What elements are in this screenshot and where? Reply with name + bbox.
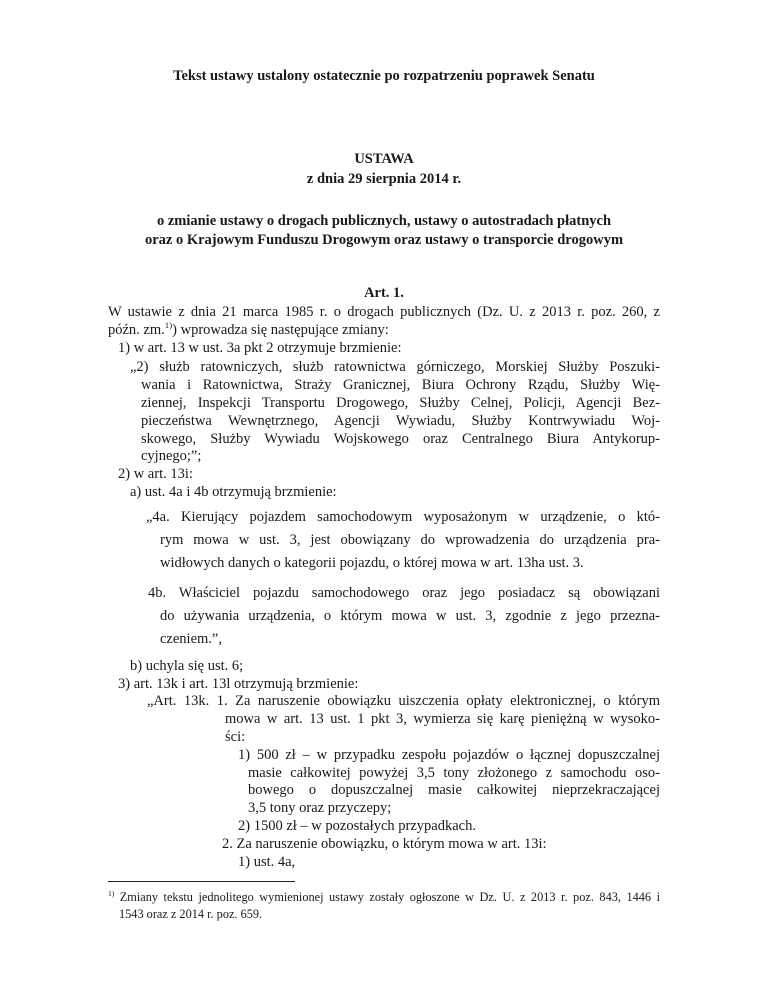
- paragraph-quote2: [108, 359, 660, 466]
- act-subject: [108, 212, 660, 249]
- paragraph-sub: [108, 818, 660, 836]
- text-line: „4a. Kierujący pojazdem samochodowym wyposażonym w urządzenie, o któ-: [146, 508, 660, 525]
- text-line: „Art. 13k. 1. Za naruszenie obowiązku uiszczenia opłaty elektronicznej, o którym: [147, 693, 660, 710]
- text-line: mowa w art. 13 ust. 1 pkt 3, wymierza się karę pieniężną w wysoko-: [225, 711, 660, 728]
- text-segment: późn. zm.: [108, 321, 165, 338]
- paragraph-item1: [108, 340, 660, 358]
- text-segment: ) wprowadza się następujące zmiany:: [172, 321, 389, 338]
- footnote-ref: 1): [164, 319, 173, 330]
- text-line: [108, 889, 660, 906]
- paragraph-item1: [108, 466, 660, 484]
- paragraph-sub: [108, 854, 660, 872]
- text-line: rym mowa w ust. 3, jest obowiązany do wprowadzenia do urządzenia pra-: [160, 531, 660, 548]
- text-line: do używania urządzenia, o którym mowa w ust. 3, zgodnie z jego przezna-: [160, 607, 660, 624]
- act-subject-line: o zmianie ustawy o drogach publicznych, ustawy o autostradach płatnych: [156, 213, 612, 229]
- paragraph-ust2: [108, 836, 660, 854]
- document-header: Tekst ustawy ustalony ostatecznie po rozpatrzeniu poprawek Senatu: [173, 68, 595, 84]
- text-line: 1543 oraz z 2014 r. poz. 659.: [119, 906, 263, 921]
- document-body: [108, 304, 660, 871]
- footnote-separator: [108, 881, 295, 882]
- text-line: masie całkowitej powyżej 3,5 tony złożonego z samochodu oso-: [248, 764, 660, 781]
- paragraph-intro: [108, 304, 660, 340]
- paragraph-sub: [108, 747, 660, 818]
- text-line: a) ust. 4a i 4b otrzymują brzmienie:: [130, 483, 337, 500]
- text-line: „2) służb ratowniczych, służb ratownictwa górniczego, Morskiej Służby Poszuki-: [130, 359, 660, 376]
- paragraph-art13k: [108, 693, 660, 746]
- text-line: 1) w art. 13 w ust. 3a pkt 2 otrzymuje brzmienie:: [118, 339, 402, 356]
- text-line: pieczeństwa Wewnętrznego, Agencji Wywiadu, Służby Kontrwywiadu Woj-: [141, 412, 660, 429]
- text-line: 2. Za naruszenie obowiązku, o którym mowa w art. 13i:: [222, 835, 547, 852]
- footnote: [108, 889, 660, 922]
- paragraph-letterGap: [108, 658, 660, 676]
- text-line: b) uchyla się ust. 6;: [130, 657, 244, 674]
- text-line: bowego o dopuszczalnej masie całkowitej nieprzekraczającej: [248, 782, 660, 799]
- paragraph-q4b: [108, 582, 660, 651]
- act-title: USTAWA: [354, 151, 414, 167]
- text-line: 2) w art. 13i:: [118, 466, 193, 483]
- text-line: [108, 319, 660, 340]
- text-line: wania i Ratownictwa, Straży Granicznej, Biura Ochrony Rządu, Służby Wię-: [141, 377, 660, 394]
- article-heading: Art. 1.: [364, 285, 404, 301]
- text-line: 1) ust. 4a,: [238, 853, 296, 870]
- act-date: z dnia 29 sierpnia 2014 r.: [306, 171, 462, 187]
- text-line: 1) 500 zł – w przypadku zespołu pojazdów o łącznej dopuszczalnej: [238, 746, 660, 763]
- paragraph-item1: [108, 676, 660, 694]
- text-line: 3,5 tony oraz przyczepy;: [248, 800, 392, 817]
- footnote-ref: 1): [108, 889, 115, 899]
- text-line: widłowych danych o kategorii pojazdu, o której mowa w art. 13ha ust. 3.: [160, 554, 584, 571]
- text-line: ści:: [225, 728, 246, 745]
- text-line: cyjnego;”;: [141, 448, 202, 465]
- text-line: 2) 1500 zł – w pozostałych przypadkach.: [238, 817, 476, 834]
- text-segment: Zmiany tekstu jednolitego wymienionej ustawy zostały ogłoszone w Dz. U. z 2013 r. poz. 843, 1446 i: [114, 890, 660, 905]
- paragraph-letter: [108, 484, 660, 502]
- text-line: 4b. Właściciel pojazdu samochodowego oraz jego posiadacz są obowiązani: [148, 584, 660, 601]
- text-line: 3) art. 13k i art. 13l otrzymują brzmienie:: [118, 675, 359, 692]
- text-line: W ustawie z dnia 21 marca 1985 r. o drogach publicznych (Dz. U. z 2013 r. poz. 260, z: [108, 304, 660, 320]
- text-line: czeniem.”,: [160, 630, 222, 647]
- text-line: skowego, Służby Wywiadu Wojskowego oraz Centralnego Biura Antykorup-: [141, 430, 660, 447]
- act-subject-line: oraz o Krajowym Funduszu Drogowym oraz ustawy o transporcie drogowym: [144, 231, 624, 248]
- paragraph-q4a: [108, 506, 660, 575]
- text-line: ziennej, Inspekcji Transportu Drogowego, Służby Celnej, Policji, Agencji Bez-: [141, 394, 660, 411]
